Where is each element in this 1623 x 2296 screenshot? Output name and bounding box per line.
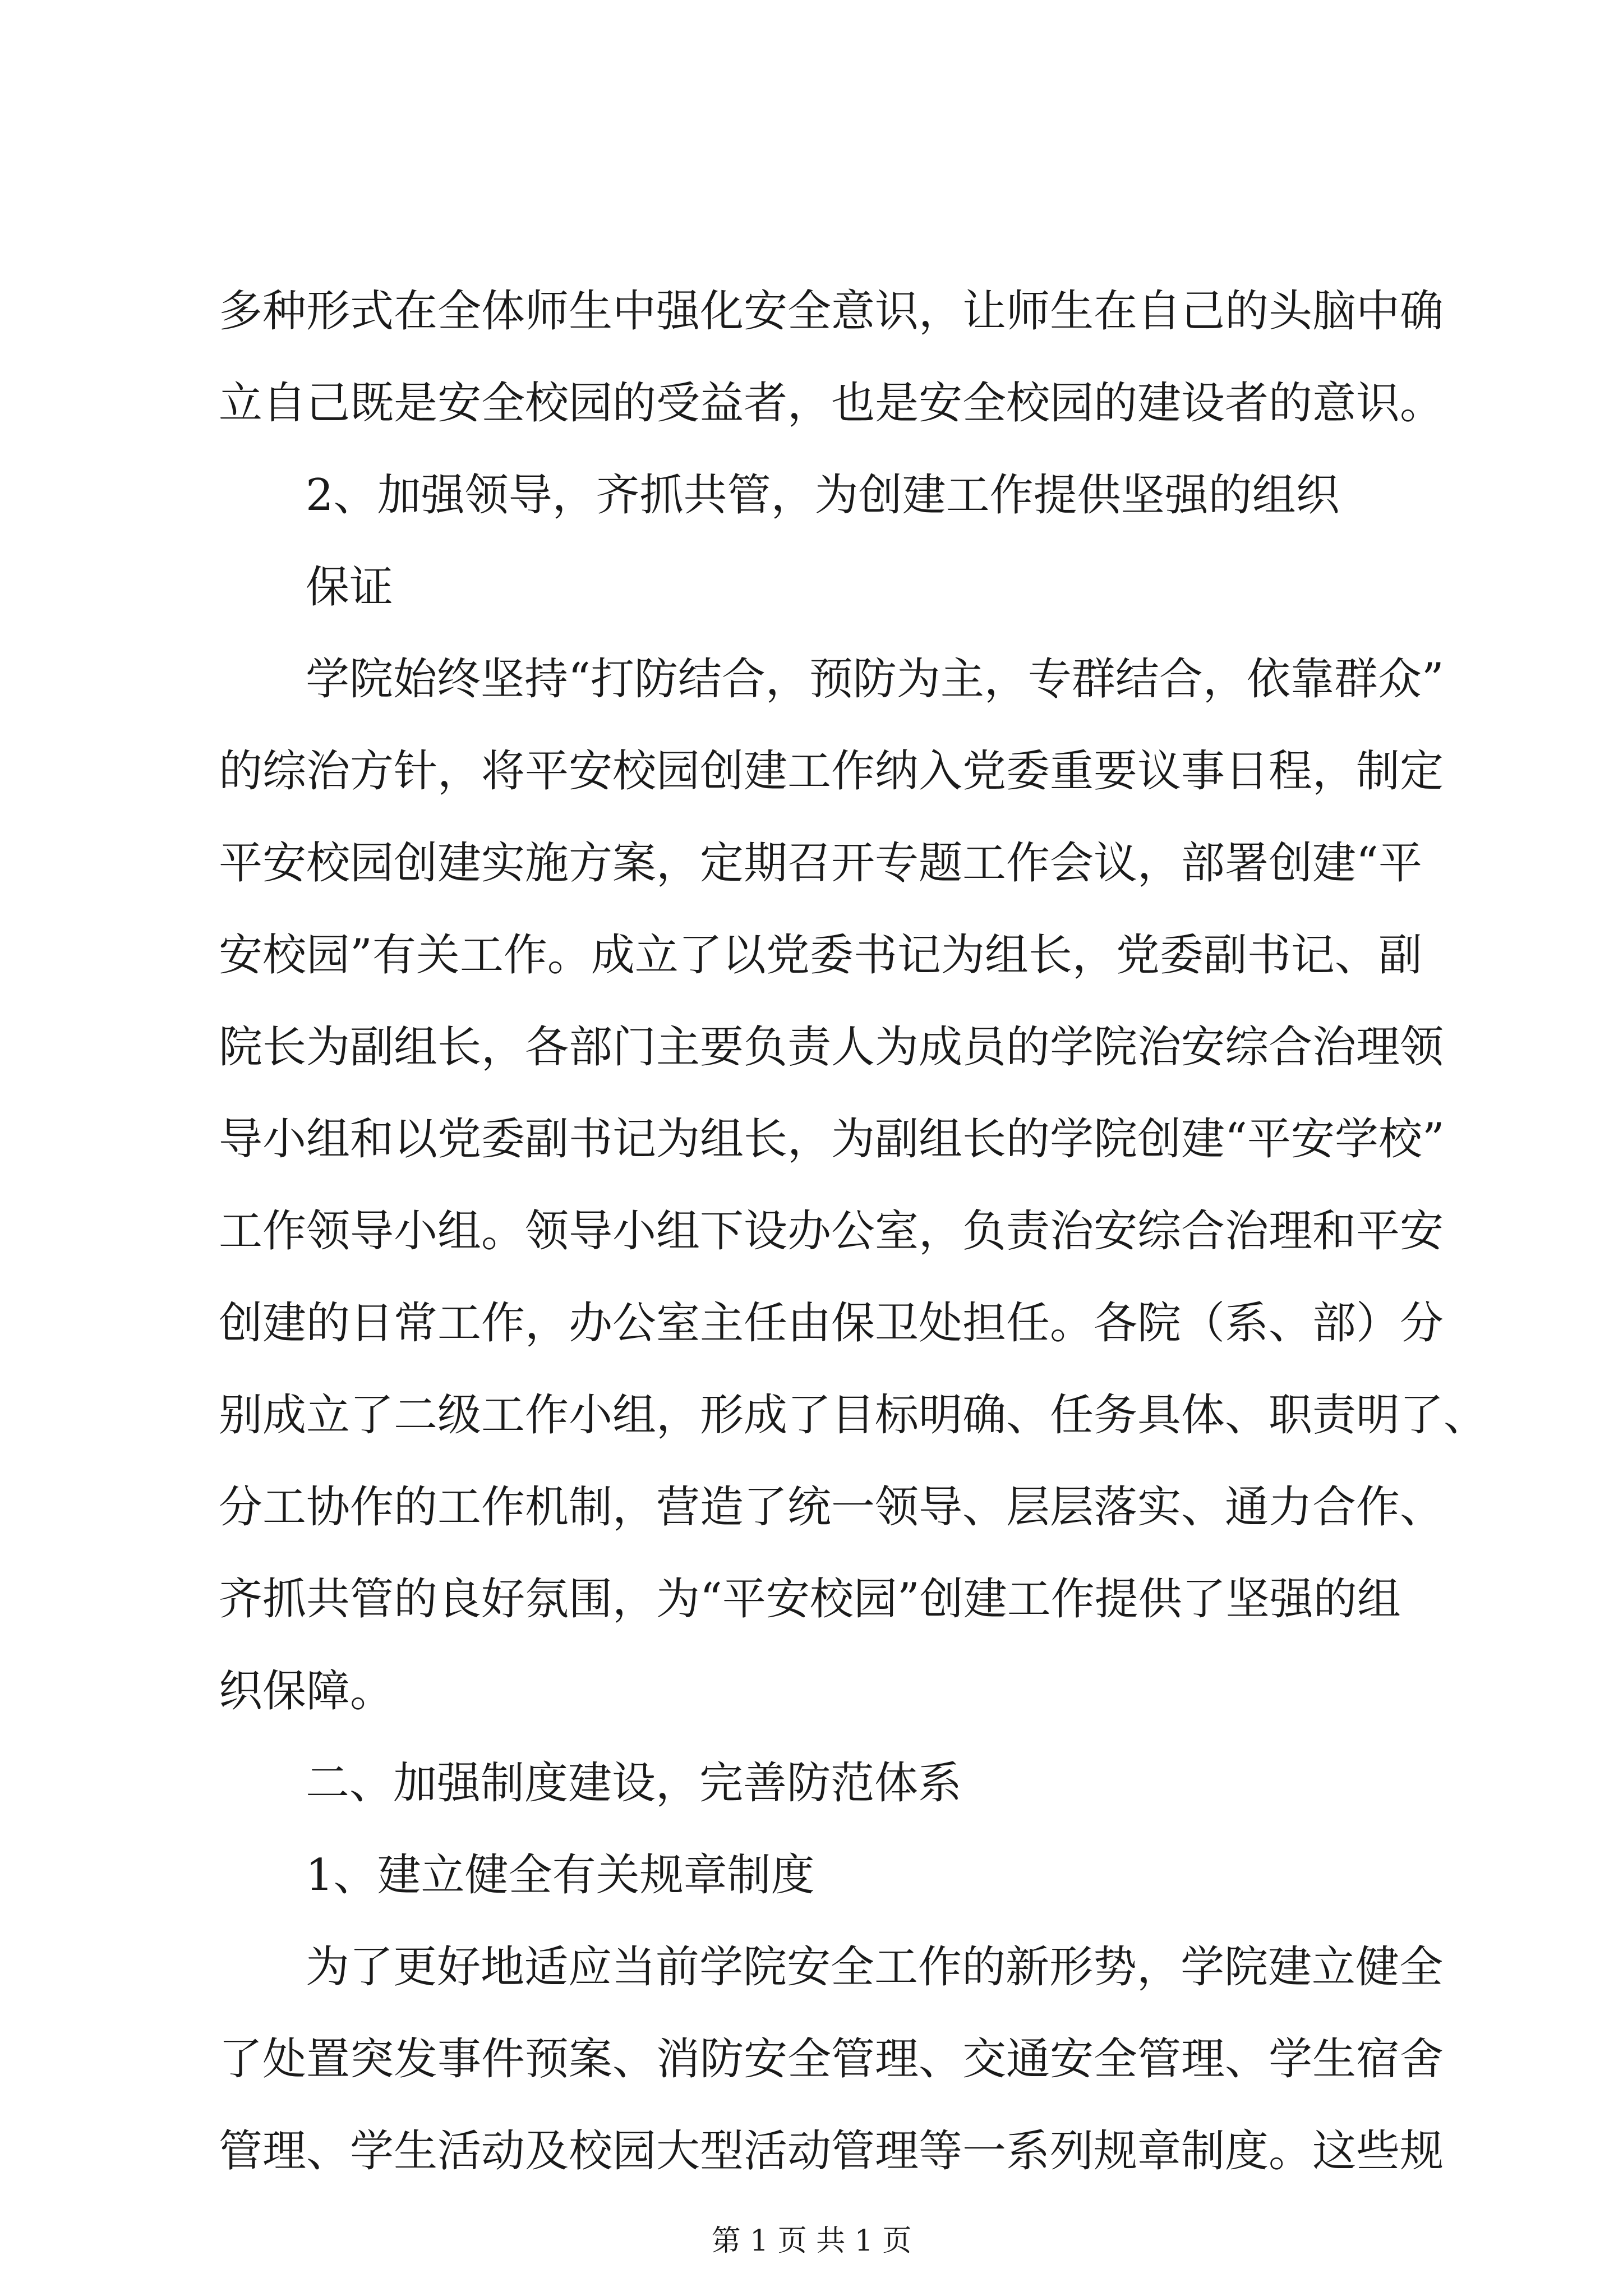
page-number-footer: 第 1 页 共 1 页 (711, 2224, 912, 2258)
body-text-line: 平安校园创建实施方案，定期召开专题工作会议，部署创建“平 (219, 838, 1422, 889)
body-text-line: 工作领导小组。领导小组下设办公室，负责治安综合治理和平安 (219, 1206, 1444, 1257)
body-text-line: 别成立了二级工作小组，形成了目标明确、任务具体、职责明了、 (219, 1390, 1488, 1441)
body-text-line: 多种形式在全体师生中强化安全意识，让师生在自己的头脑中确 (219, 286, 1444, 337)
section-heading: 1、建立健全有关规章制度 (306, 1850, 815, 1901)
body-text-line: 立自己既是安全校园的受益者，也是安全校园的建设者的意识。 (219, 378, 1444, 429)
body-text-line: 的综治方针，将平安校园创建工作纳入党委重要议事日程，制定 (219, 746, 1444, 797)
section-heading: 2、加强领导，齐抓共管，为创建工作提供坚强的组织 (306, 470, 1340, 521)
body-text-line: 为了更好地适应当前学院安全工作的新形势，学院建立健全 (306, 1942, 1444, 1993)
body-text-line: 院长为副组长，各部门主要负责人为成员的学院治安综合治理领 (219, 1022, 1444, 1073)
body-text-line: 织保障。 (219, 1666, 394, 1717)
body-text-line: 学院始终坚持“打防结合，预防为主，专群结合，依靠群众” (306, 654, 1444, 705)
body-text-line: 了处置突发事件预案、消防安全管理、交通安全管理、学生宿舍 (219, 2034, 1444, 2085)
section-heading: 二、加强制度建设，完善防范体系 (306, 1758, 962, 1809)
section-heading: 保证 (306, 562, 394, 613)
body-text-line: 分工协作的工作机制，营造了统一领导、层层落实、通力合作、 (219, 1482, 1444, 1533)
body-text-line: 导小组和以党委副书记为组长，为副组长的学院创建“平安学校” (219, 1114, 1445, 1165)
body-text-line: 安校园”有关工作。成立了以党委书记为组长，党委副书记、副 (219, 930, 1422, 981)
body-text-line: 管理、学生活动及校园大型活动管理等一系列规章制度。这些规 (219, 2126, 1444, 2177)
body-text-line: 齐抓共管的良好氛围，为“平安校园”创建工作提供了坚强的组 (219, 1574, 1401, 1625)
body-text-line: 创建的日常工作，办公室主任由保卫处担任。各院（系、部）分 (219, 1298, 1444, 1349)
